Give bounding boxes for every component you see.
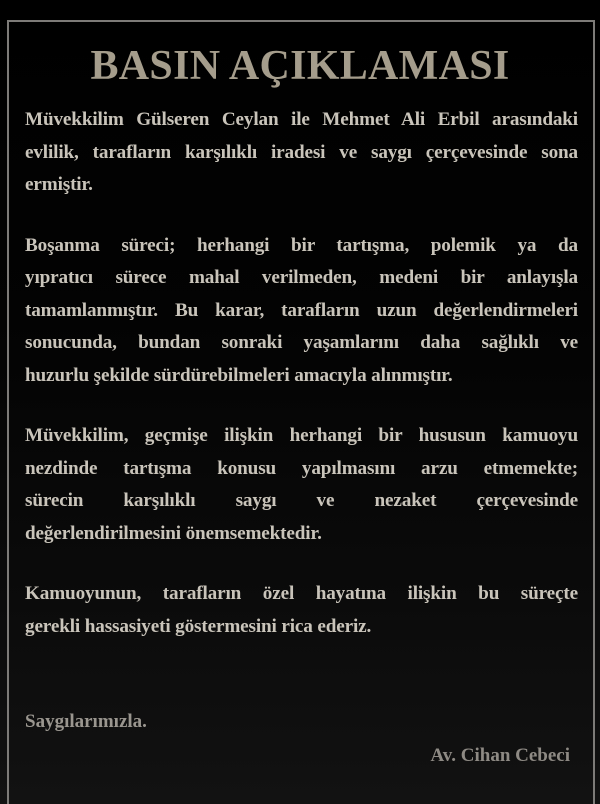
paragraph-line: Müvekkilim Gülseren Ceylan ile Mehmet Ali Erbil arasındaki: [25, 109, 578, 130]
paragraph-1: [25, 104, 578, 202]
paragraph-line: Müvekkilim, geçmişe ilişkin herhangi bir hususun kamuoyu: [25, 425, 578, 446]
paragraph-line: ermiştir.: [25, 174, 93, 195]
paragraph-line: sonucunda, bundan sonraki yaşamlarını daha sağlıklı ve: [25, 332, 578, 353]
paragraph-line: tamamlanmıştır. Bu karar, tarafların uzun değerlendirmeleri: [25, 299, 578, 321]
paragraph-line: Boşanma süreci; herhangi bir tartışma, polemik ya da: [25, 234, 578, 256]
paragraph-4: [25, 578, 578, 643]
paragraph-2: [25, 230, 578, 393]
signature: Av. Cihan Cebeci: [430, 745, 570, 766]
paragraph-line: huzurlu şekilde sürdürebilmeleri amacıyla alınmıştır.: [25, 364, 453, 386]
paragraph-line: yıpratıcı sürece mahal verilmeden, medeni bir anlayışla: [25, 267, 578, 288]
document-title: BASIN AÇIKLAMASI: [90, 43, 510, 89]
paragraph-3: [25, 420, 578, 550]
statement-body: [25, 104, 578, 643]
paragraph-line: gerekli hassasiyeti göstermesini rica ederiz.: [25, 615, 372, 637]
paragraph-line: Kamuoyunun, tarafların özel hayatına ilişkin bu süreçte: [25, 583, 578, 604]
closing-salutation: Saygılarımızla.: [25, 711, 147, 732]
paragraph-line: değerlendirilmesini önemsemektedir.: [25, 522, 322, 544]
paragraph-line: sürecin karşılıklı saygı ve nezaket çerçevesinde: [25, 490, 578, 511]
paragraph-line: nezdinde tartışma konusu yapılmasını arzu etmemekte;: [25, 457, 578, 479]
paragraph-line: evlilik, tarafların karşılıklı iradesi ve saygı çerçevesinde sona: [25, 141, 578, 163]
